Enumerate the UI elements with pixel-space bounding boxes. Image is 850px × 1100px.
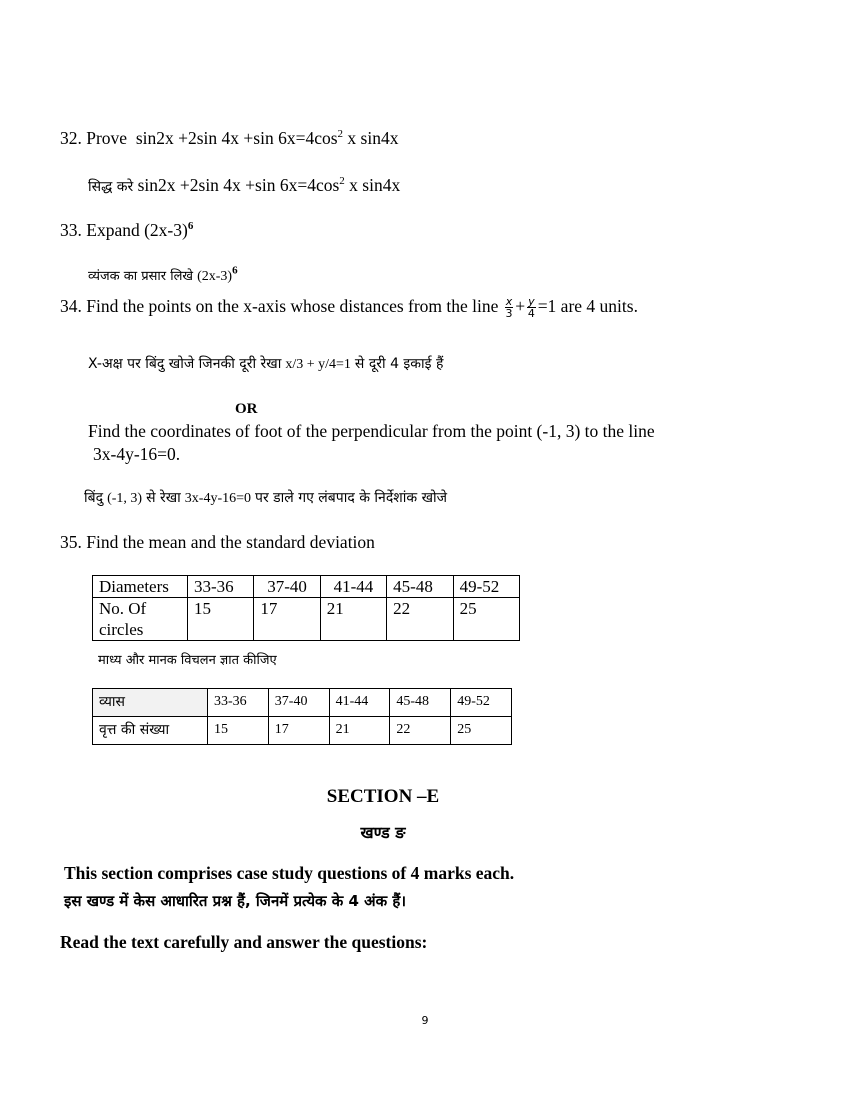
question-34-alt-hindi [84, 488, 447, 507]
hindi-expression: 3x-4y-16=0 [184, 491, 252, 506]
table-cell: 22 [387, 598, 453, 641]
table-cell: 25 [453, 598, 519, 641]
question-34-hindi [88, 354, 443, 373]
question-text: Expand (2x-3) [86, 220, 188, 240]
fraction-x-over-3 [505, 296, 514, 319]
table-header-cell: 37-40 [254, 576, 320, 598]
table-header-cell: Diameters [93, 576, 188, 598]
fraction-denominator: 4 [527, 307, 535, 321]
hindi-text: से रेखा [146, 490, 181, 506]
hindi-expression: x/3 + y/4=1 [285, 357, 351, 372]
table-header-row [93, 689, 512, 717]
table-cell: 21 [329, 717, 390, 745]
diameter-table-hindi [92, 688, 512, 745]
table-cell: 15 [188, 598, 254, 641]
row-label-line: No. Of [99, 599, 147, 618]
diameter-table-english [92, 575, 520, 641]
hindi-text-tail: से दूरी 4 इकाई हैं [354, 356, 444, 372]
question-expression: sin2x +2sin 4x +sin 6x=4cos [135, 128, 338, 148]
question-34-alt-line2: 3x-4y-16=0. [93, 444, 181, 464]
superscript: 2 [339, 175, 345, 188]
question-text-tail: =1 are 4 units. [537, 296, 638, 316]
superscript: 6 [187, 220, 194, 233]
table-cell: 17 [268, 717, 329, 745]
table-header-cell: 41-44 [320, 576, 386, 598]
superscript: 2 [337, 128, 344, 141]
hindi-expression: (-1, 3) [107, 491, 143, 506]
table-cell: 15 [208, 717, 269, 745]
table-row-label [93, 598, 188, 641]
question-32-hindi [88, 175, 400, 196]
question-33-hindi [88, 266, 238, 285]
row-label-line: circles [99, 620, 144, 639]
question-33 [60, 220, 193, 241]
table-row [93, 598, 520, 641]
hindi-expression: (2x-3) [197, 269, 233, 284]
or-label: OR [235, 401, 258, 417]
fraction-denominator: 3 [505, 307, 513, 321]
fraction-numerator: y [528, 295, 535, 309]
question-expression: sin2x +2sin 4x +sin 6x=4cos [137, 175, 340, 195]
question-number: 33. [60, 220, 82, 240]
table-header-cell: 49-52 [453, 576, 519, 598]
question-32 [60, 128, 398, 149]
table-header-cell: 37-40 [268, 689, 329, 717]
table-header-cell: 49-52 [451, 689, 512, 717]
table-header-cell: 45-48 [387, 576, 453, 598]
table-row [93, 717, 512, 745]
hindi-text: बिंदु [84, 490, 104, 506]
question-text: Find the points on the x-axis whose distances from the line [86, 296, 499, 316]
table-cell: 17 [254, 598, 320, 641]
section-description: This section comprises case study questions of 4 marks each. [64, 863, 515, 883]
fraction-numerator: x [505, 295, 513, 309]
table-cell: 25 [451, 717, 512, 745]
question-text: Find the mean and the standard deviation [86, 532, 375, 552]
question-number: 34. [60, 296, 82, 316]
table-header-row [93, 576, 520, 598]
table-cell: 21 [320, 598, 386, 641]
table-row-label: वृत्त की संख्या [93, 717, 208, 745]
section-title: SECTION –E [326, 786, 440, 807]
question-35-hindi: माध्य और मानक विचलन ज्ञात कीजिए [98, 653, 277, 668]
section-description-hindi: इस खण्ड में केस आधारित प्रश्न हैं, जिनमें प्रत्येक के 4 अंक हैं। [64, 892, 407, 910]
hindi-prefix: सिद्ध करे [88, 179, 134, 195]
table-header-cell: 45-48 [390, 689, 451, 717]
plus-sign: + [515, 296, 526, 316]
question-number: 32. [60, 128, 82, 148]
question-34-alt-line1: Find the coordinates of foot of the perpendicular from the point (-1, 3) to the line [88, 421, 655, 441]
question-35 [60, 532, 375, 553]
superscript: 6 [232, 264, 238, 277]
question-number: 35. [60, 532, 82, 552]
table-header-cell: 41-44 [329, 689, 390, 717]
table-cell: 22 [390, 717, 451, 745]
instruction-text: Read the text carefully and answer the questions: [60, 932, 428, 952]
question-34 [60, 296, 638, 319]
fraction-y-over-4 [527, 296, 536, 319]
section-title-hindi: खण्ड ङ [360, 823, 406, 842]
hindi-text-tail: पर डाले गए लंबपाद के निर्देशांक खोजे [255, 490, 448, 506]
table-header-cell: 33-36 [208, 689, 269, 717]
question-prefix: Prove [86, 128, 128, 148]
table-header-cell: 33-36 [188, 576, 254, 598]
hindi-text: व्यंजक का प्रसार लिखे [88, 269, 194, 284]
table-header-cell: व्यास [93, 689, 208, 717]
page-number: 9 [421, 1014, 429, 1027]
hindi-text: X-अक्ष पर बिंदु खोजे जिनकी दूरी रेखा [88, 356, 282, 372]
question-expression-tail: x sin4x [343, 128, 399, 148]
question-expression-tail: x sin4x [344, 175, 401, 195]
